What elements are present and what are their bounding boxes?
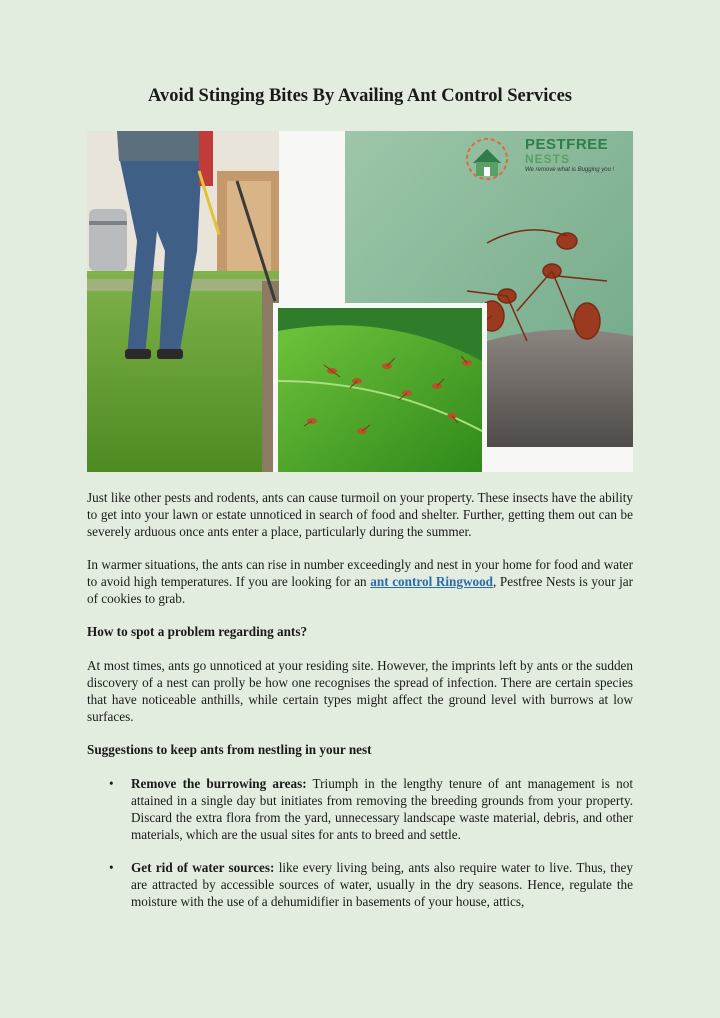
page-title: Avoid Stinging Bites By Availing Ant Control Services [147,86,572,106]
bullet-icon: • [109,860,114,875]
tip-text: like every living being, ants also require water to live. Thus, they are attracted by accessible sources of water, usually in the dry seasons. Hence, regulate the moisture with the use of a dehumidifier in basements of your house, attics, [131,860,633,909]
paragraph-warmer [87,556,633,607]
logo-tagline: We remove what is Bugging you ! [525,167,615,173]
logo-text-block [525,137,631,175]
bullet-icon: • [109,776,114,791]
heading-spot-problem: How to spot a problem regarding ants? [87,624,308,639]
paragraph-spot: At most times, ants go unnoticed at your residing site. However, the imprints left by ants or the sudden discovery of a nest can prolly be how one recognises the spread of infection. There are certain species that have noticeable anthills, while certain types might affect the ground level with burrows at low surfaces. [87,658,633,724]
list-item [87,859,633,910]
sprayer-photo [87,131,279,472]
heading-suggestions: Suggestions to keep ants from nestling in your nest [87,742,372,757]
hero-image-collage [87,131,633,472]
tip-label: Remove the burrowing areas: [131,776,307,791]
ant-control-ringwood-link[interactable]: ant control Ringwood [370,574,494,589]
paragraph-warmer-start: In warmer situations, the ants can rise in number exceedingly and nest in your home for food and water to avoid high temperatures. If you are looking for an [87,557,633,589]
tip-label: Get rid of water sources: [131,860,275,875]
paragraph-intro: Just like other pests and rodents, ants can cause turmoil on your property. These insects have the ability to get into your lawn or estate unnoticed in search of food and shelter. Further, getting them out can be severely arduous once ants enter a place, particularly during the summer. [87,490,633,539]
logo-name: PESTFREE [525,136,609,153]
ants-on-leaf-photo [273,303,487,472]
list-item [87,775,633,843]
logo-name-2: NESTS [525,152,571,166]
tip-text: Triumph in the lengthy tenure of ant management is not attained in a single day but initiates from removing the breeding grounds from your property. Discard the extra flora from the yard, unnecessary landscape waste material, debris, and other materials, which are the usual sites for ants to breed and settle. [131,776,633,842]
article-body [87,489,633,926]
paragraph-warmer-end: , Pestfree Nests is your jar of cookies to grab. [87,574,634,606]
tips-list [87,775,633,910]
